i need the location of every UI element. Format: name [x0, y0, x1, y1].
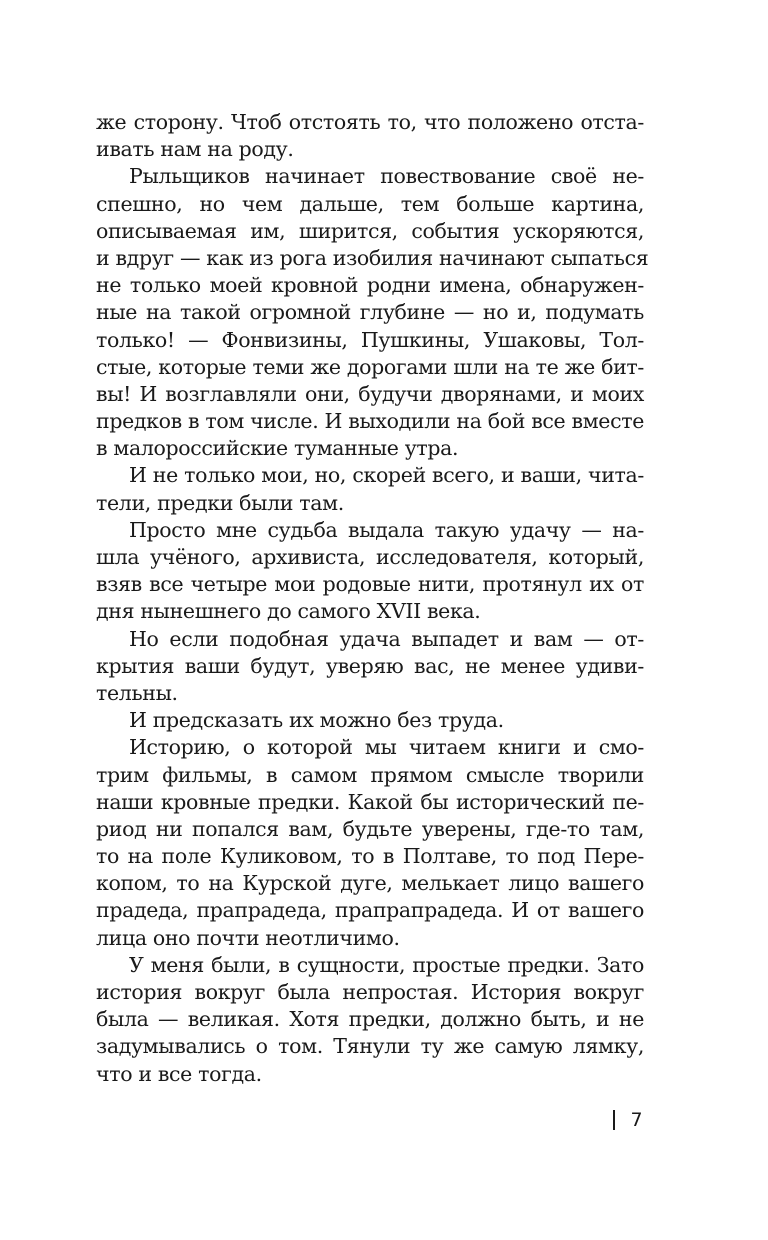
text-line: только! — Фонвизины, Пушкины, Ушаковы, Тол- [96, 327, 644, 352]
text-line: предков в том числе. И выходили на бой все вместе [96, 409, 644, 434]
text-line: тели, предки были там. [96, 490, 344, 515]
page-footer [613, 1108, 643, 1132]
text-line: трим фильмы, в самом прямом смысле творили [96, 762, 644, 787]
text-line: ивать нам на роду. [96, 137, 294, 162]
text-line: У меня были, в сущности, простые предки. Зато [129, 952, 644, 977]
text-line: копом, то на Курской дуге, мелькает лицо вашего [96, 871, 644, 896]
text-line: И не только мои, но, скорей всего, и ваши, чита- [129, 463, 644, 488]
text-line: не только моей кровной родни имена, обнаружен- [96, 273, 644, 298]
page-number: 7 [630, 1109, 643, 1131]
text-line: в малороссийские туманные утра. [96, 436, 459, 461]
text-line: Но если подобная удача выпадет и вам — от- [129, 626, 644, 651]
text-line: взяв все четыре мои родовые нити, протянул их от [96, 572, 644, 597]
text-line: прадеда, прапрадеда, прапрапрадеда. И от вашего [96, 898, 644, 923]
footer-divider [613, 1110, 615, 1130]
text-line: ные на такой огромной глубине — но и, подумать [96, 300, 644, 325]
text-line: наши кровные предки. Какой бы исторический пе- [96, 789, 644, 814]
text-line: история вокруг была непростая. История вокруг [96, 980, 644, 1004]
text-line: стые, которые теми же дорогами шли на те же бит- [96, 354, 644, 379]
text-line: Историю, о которой мы читаем книги и смо- [129, 735, 644, 760]
text-line: дня нынешнего до самого XVII века. [96, 599, 481, 624]
body-text [96, 109, 649, 1088]
text-line: Просто мне судьба выдала такую удачу — на- [129, 517, 644, 542]
text-line: задумывались о том. Тянули ту же самую лямку, [96, 1034, 644, 1059]
text-line: была — великая. Хотя предки, должно быть, и не [96, 1007, 644, 1032]
text-line: тельны. [96, 680, 178, 705]
text-line: то на поле Куликовом, то в Полтаве, то под Пере- [96, 844, 644, 869]
text-line: же сторону. Чтоб отстоять то, что положено отста- [96, 110, 644, 134]
text-line: И предсказать их можно без труда. [129, 708, 504, 733]
text-line: шла учёного, архивиста, исследователя, который, [96, 545, 644, 569]
text-line: и вдруг — как из рога изобилия начинают сыпаться [96, 245, 649, 270]
text-line: что и все тогда. [96, 1061, 262, 1086]
text-line: риод ни попался вам, будьте уверены, где-то там, [96, 816, 644, 841]
text-line: крытия ваши будут, уверяю вас, не менее удиви- [96, 653, 644, 678]
text-line: лица оно почти неотличимо. [96, 925, 400, 950]
text-line: Рыльщиков начинает повествование своё не- [129, 164, 644, 189]
text-line: спешно, но чем дальше, тем больше картина, [96, 191, 644, 216]
text-line: описываемая им, ширится, события ускоряются, [96, 218, 644, 243]
text-line: вы! И возглавляли они, будучи дворянами, и моих [96, 381, 644, 406]
